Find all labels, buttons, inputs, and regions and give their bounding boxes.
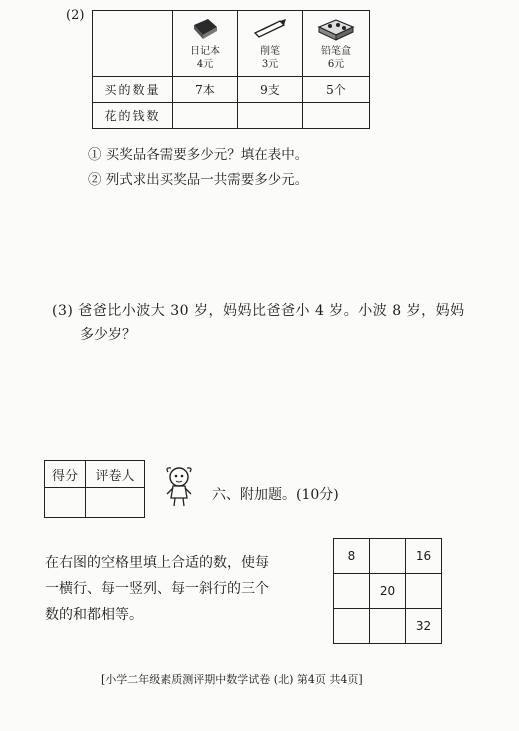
instruction-line: 一横行、每一竖列、每一斜行的三个: [45, 581, 269, 597]
item-cell-notebook: [173, 11, 238, 77]
bonus-instruction: [45, 550, 269, 628]
cost-label: 花的钱数: [93, 103, 173, 129]
item-price: 6元: [327, 58, 345, 70]
grid-cell-blank[interactable]: [334, 574, 370, 609]
corner-cell: [93, 11, 173, 77]
items-table: [92, 10, 370, 129]
quantity-cell: 7本: [173, 77, 238, 103]
grader-field[interactable]: [86, 488, 145, 518]
grid-cell-blank[interactable]: [370, 609, 406, 644]
question-3-line-2: 多少岁？: [80, 327, 136, 343]
grid-cell: 16: [406, 539, 442, 574]
grid-cell-blank[interactable]: [406, 574, 442, 609]
magic-square-grid: [333, 538, 442, 644]
cost-answer-cell[interactable]: [303, 103, 370, 129]
pencil-case-icon: [316, 17, 356, 43]
instruction-line: 在右图的空格里填上合适的数，使每: [45, 555, 269, 571]
notebook-icon: [190, 17, 220, 43]
item-cell-pencilcase: [303, 11, 370, 77]
item-price: 4元: [196, 58, 214, 70]
quantity-cell: 5个: [303, 77, 370, 103]
instruction-line: 数的和都相等。: [45, 607, 143, 623]
grid-cell: 20: [370, 574, 406, 609]
question-2-number: (2): [66, 8, 85, 23]
item-price: 3元: [261, 58, 279, 70]
question-3-line-1: (3) 爸爸比小波大 30 岁，妈妈比爸爸小 4 岁。小波 8 岁，妈妈: [52, 303, 465, 319]
cost-answer-cell[interactable]: [173, 103, 238, 129]
item-name: 削笔: [260, 45, 280, 57]
item-name: 日记本: [190, 45, 220, 57]
mascot-icon: [162, 464, 196, 508]
score-field[interactable]: [45, 488, 86, 518]
item-name: 铅笔盒: [321, 45, 351, 57]
page-footer: [小学二年级素质测评期中数学试卷 (北) 第4页 共4页]: [101, 673, 363, 686]
question-2-sub-1: ① 买奖品各需要多少元？填在表中。: [88, 147, 309, 163]
score-box: [44, 460, 145, 518]
quantity-cell: 9支: [238, 77, 303, 103]
quantity-label: 买的数量: [93, 77, 173, 103]
grid-cell: 8: [334, 539, 370, 574]
cost-answer-cell[interactable]: [238, 103, 303, 129]
score-header: 得分: [45, 461, 86, 488]
grid-cell: 32: [406, 609, 442, 644]
grader-header: 评卷人: [86, 461, 145, 488]
item-cell-sharpener: [238, 11, 303, 77]
question-2-sub-2: ② 列式求出买奖品一共需要多少元。: [88, 172, 309, 188]
section-6-title: 六、附加题。(10分): [212, 487, 339, 503]
grid-cell-blank[interactable]: [370, 539, 406, 574]
grid-cell-blank[interactable]: [334, 609, 370, 644]
pencil-sharpener-icon: [252, 17, 288, 43]
